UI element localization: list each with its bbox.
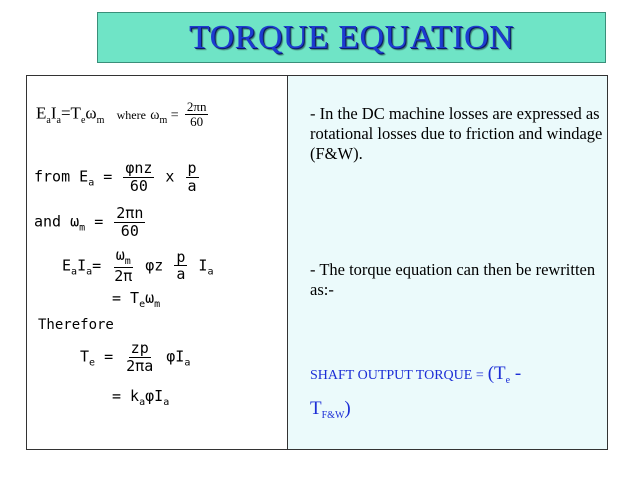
equation-emf: from $E_a$ = $\frac{\text{φnz}}{60}$ x $\frac{p}{a}$	[34, 159, 197, 195]
equation-torque: $T_e$ = $\frac{zp}{2\pi a}$ $\varphi I_a$	[80, 339, 191, 375]
shaft-expr-open: (T	[487, 363, 506, 384]
therefore-label: Therefore	[38, 317, 114, 333]
shaft-close: )	[344, 398, 351, 420]
equation-torque-constant: = $k_a\varphi I_a$	[112, 387, 170, 408]
equation-power-expansion: $E_aI_a=$ $\frac{\omega_m}{2\pi}$ φz $\frac{p}{a}$ $I_a$	[62, 246, 214, 285]
losses-paragraph: - In the DC machine losses are expressed as rotational losses due to friction and windage (F&W).	[310, 104, 603, 163]
rewritten-paragraph: - The torque equation can then be rewritten as:-	[310, 260, 596, 299]
title-banner	[97, 12, 606, 63]
shaft-output-torque	[310, 360, 605, 430]
slide-title: TORQUE EQUATION	[188, 18, 515, 56]
equation-power-balance: $E_aI_a=T_e\omega_m$ where $\omega_m$ = $\frac{2\pi n}{60}$	[36, 99, 207, 130]
shaft-expr-t: T	[310, 398, 322, 420]
shaft-sub-fw: F&W	[321, 410, 345, 422]
equation-omega: and $\omega_m$ = $\frac{2\pi n}{60}$	[34, 204, 144, 240]
shaft-minus: -	[510, 363, 522, 384]
shaft-sub-e: e	[505, 375, 511, 387]
shaft-label: SHAFT OUTPUT TORQUE =	[310, 368, 484, 383]
equation-torque-omega: = $T_e\omega_m$	[112, 289, 161, 310]
